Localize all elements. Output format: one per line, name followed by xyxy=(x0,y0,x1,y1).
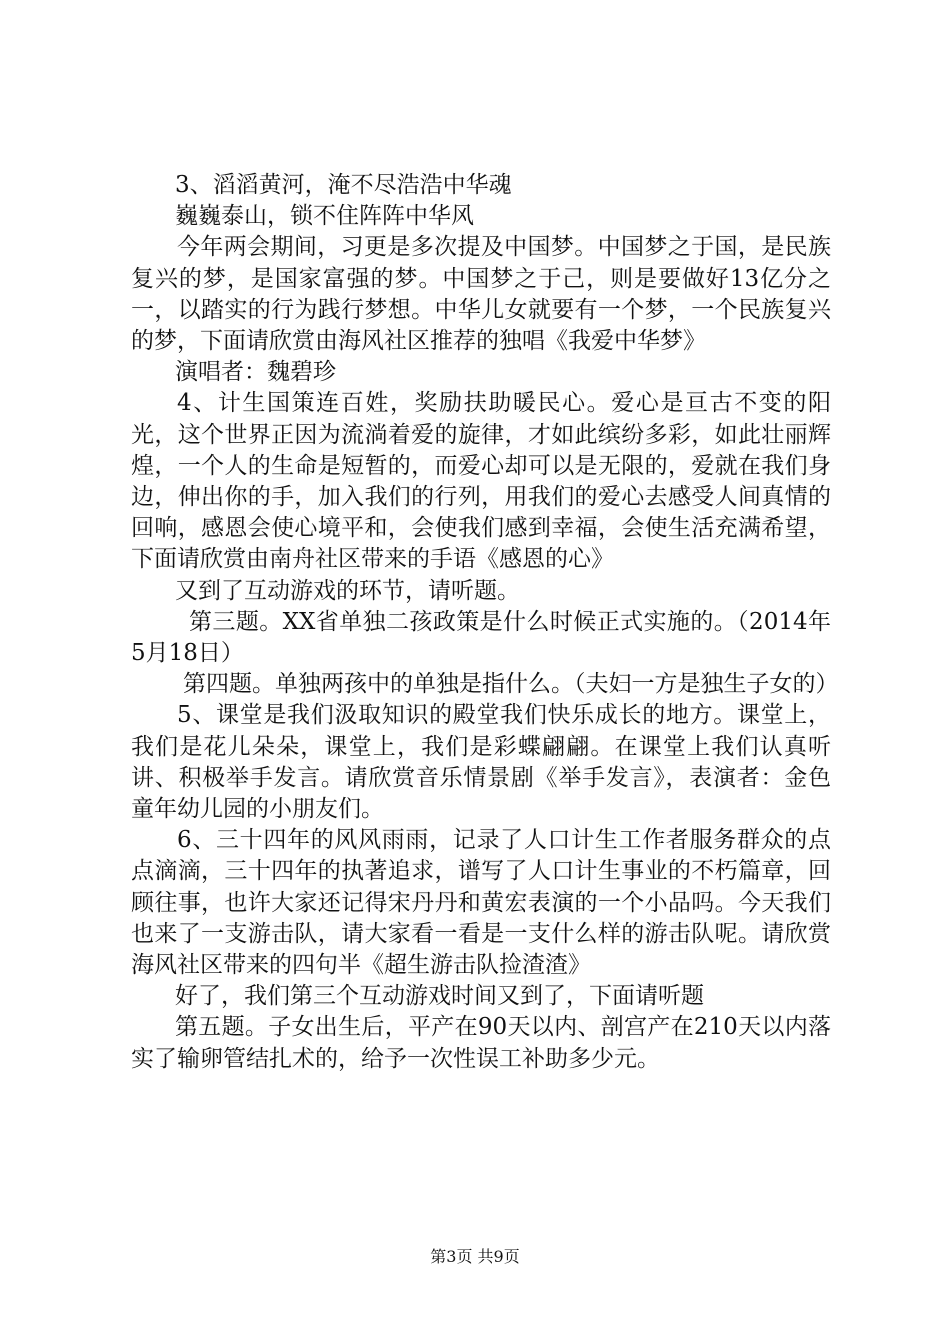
paragraph: 5、课堂是我们汲取知识的殿堂我们快乐成长的地方。课堂上，我们是花儿朵朵，课堂上，我们是彩蝶翩翩。在课堂上我们认真听讲、积极举手发言。请欣赏音乐情景剧《举手发言》，表演者：金色童年幼儿园的小朋友们。 xyxy=(131,702,831,823)
paragraph: 4、计生国策连百姓，奖励扶助暖民心。爱心是亘古不变的阳光，这个世界正因为流淌着爱的旋律，才如此缤纷多彩，如此壮丽辉煌，一个人的生命是短暂的，而爱心却可以是无限的，爱就在我们身边，伸出你的手，加入我们的行列，用我们的爱心去感受人间真情的回响，感恩会使心境平和，会使我们感到幸福，会使生活充满希望，下面请欣赏由南舟社区带来的手语《感恩的心》 xyxy=(131,390,831,573)
paragraph: 又到了互动游戏的环节，请听题。 xyxy=(175,577,520,604)
paragraph: 第五题。子女出生后，平产在90天以内、剖宫产在210天以内落实了输卵管结扎术的，给予一次性误工补助多少元。 xyxy=(131,1014,831,1072)
paragraph: 6、三十四年的风风雨雨，记录了人口计生工作者服务群众的点点滴滴，三十四年的执著追求，谱写了人口计生事业的不朽篇章，回顾往事，也许大家还记得宋丹丹和黄宏表演的一个小品吗。今天我们也来了一支游击队，请大家看一看是一支什么样的游击队呢。请欣赏海风社区带来的四句半《超生游击队捡渣渣》 xyxy=(131,827,831,979)
paragraph: 巍巍泰山，锁不住阵阵中华风 xyxy=(175,203,474,230)
paragraph: 好了，我们第三个互动游戏时间又到了，下面请听题 xyxy=(175,983,704,1010)
paragraph: 演唱者：魏碧珍 xyxy=(175,359,336,386)
paragraph: 第三题。XX省单独二孩政策是什么时候正式实施的。（2014年5月18日） xyxy=(131,608,831,667)
document-body xyxy=(131,170,839,1075)
paragraph: 今年两会期间，习更是多次提及中国梦。中国梦之于国，是民族复兴的梦，是国家富强的梦。中国梦之于己，则是要做好13亿分之一，以踏实的行为践行梦想。中华儿女就要有一个梦，一个民族复兴的梦，下面请欣赏由海风社区推荐的独唱《我爱中华梦》 xyxy=(131,234,831,355)
paragraph: 第四题。单独两孩中的单独是指什么。（夫妇一方是独生子女的） xyxy=(183,671,839,698)
paragraph: 3、滔滔黄河，淹不尽浩浩中华魂 xyxy=(175,172,512,198)
page-number-footer: 第3页 共9页 xyxy=(430,1247,520,1266)
